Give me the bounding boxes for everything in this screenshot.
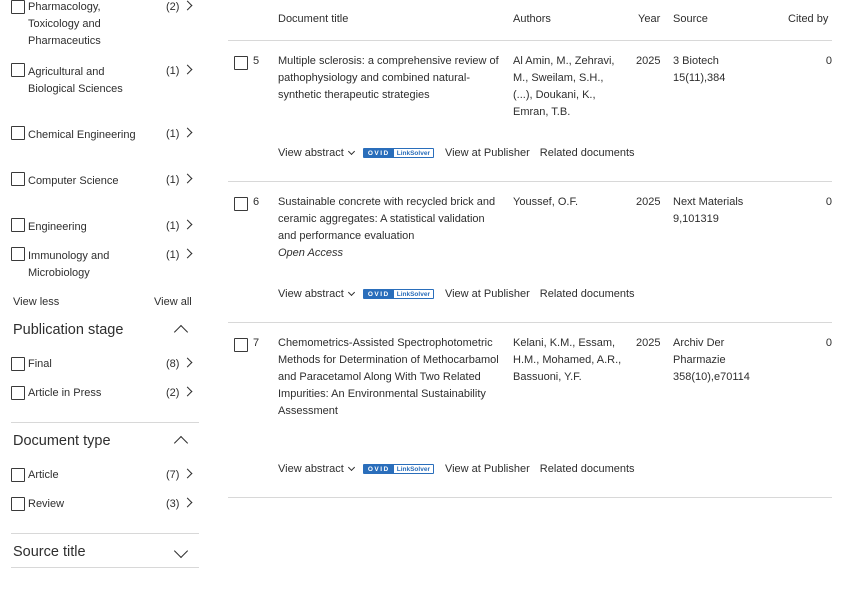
view-all-link[interactable]: View all [154, 296, 192, 308]
facet-label: Review [28, 498, 65, 510]
row-number: 5 [253, 55, 260, 67]
facet-count: (7) [166, 469, 180, 481]
column-header-title[interactable]: Document title [278, 13, 349, 25]
facet-count: (2) [166, 1, 180, 13]
linksolver-label: LinkSolver [396, 465, 430, 473]
checkbox[interactable] [11, 468, 25, 482]
chevron-right-icon[interactable] [183, 220, 193, 230]
row-number: 6 [253, 196, 260, 208]
cited-by-count: 0 [825, 55, 832, 67]
facet-label: Pharmacology, Toxicology and Pharmaceutics [28, 1, 101, 47]
checkbox[interactable] [11, 357, 25, 371]
section-title-source-title[interactable]: Source title [13, 544, 86, 560]
row-number: 7 [253, 337, 260, 349]
facet-label: Chemical Engineering [28, 129, 136, 141]
divider [11, 422, 199, 423]
filter-sidebar [0, 0, 205, 595]
source-link[interactable]: 3 Biotech 15(11),384 [673, 55, 726, 84]
facet-count: (2) [166, 387, 180, 399]
view-less-link[interactable]: View less [13, 296, 60, 308]
facet-count: (1) [166, 249, 180, 261]
facet-subject-pharmacology[interactable] [11, 0, 201, 50]
checkbox[interactable] [11, 247, 25, 261]
chevron-right-icon[interactable] [183, 1, 193, 11]
divider [11, 533, 199, 534]
cited-by-count: 0 [825, 337, 832, 349]
view-abstract-button[interactable]: View abstract [278, 463, 344, 475]
facet-label: Computer Science [28, 175, 119, 187]
column-header-cited-by[interactable]: Cited by [788, 13, 829, 25]
chevron-down-icon[interactable] [348, 289, 355, 296]
related-documents-link[interactable]: Related documents [539, 147, 635, 159]
row-divider [228, 497, 832, 498]
facet-label: Final [28, 358, 52, 370]
linksolver-button[interactable] [363, 464, 434, 474]
year: 2025 [636, 337, 661, 349]
chevron-right-icon[interactable] [183, 358, 193, 368]
linksolver-button[interactable] [363, 289, 434, 299]
row-checkbox[interactable] [234, 338, 248, 352]
chevron-up-icon[interactable] [174, 436, 188, 450]
facet-label: Agricultural and Biological Sciences [28, 66, 123, 95]
row-divider [228, 322, 832, 323]
facet-type-article[interactable] [11, 468, 201, 484]
ovid-logo: OVID [364, 290, 394, 298]
facet-label: Engineering [28, 221, 87, 233]
authors[interactable]: Al Amin, M., Zehravi, M., Sweilam, S.H., (...), Doukani, K., Emran, T.B. [513, 55, 615, 118]
results-table [228, 0, 832, 595]
view-abstract-button[interactable]: View abstract [278, 288, 344, 300]
column-header-authors[interactable]: Authors [513, 13, 551, 25]
checkbox[interactable] [11, 63, 25, 77]
document-title-link[interactable]: Sustainable concrete with recycled brick and ceramic aggregates: A statistical validation and performance evaluation [278, 196, 496, 242]
related-documents-link[interactable]: Related documents [539, 288, 635, 300]
chevron-up-icon[interactable] [174, 325, 188, 339]
view-at-publisher-link[interactable]: View at Publisher [444, 463, 530, 475]
facet-subject-engineering[interactable] [11, 218, 201, 236]
chevron-right-icon[interactable] [183, 174, 193, 184]
row-actions [278, 288, 635, 300]
checkbox[interactable] [11, 497, 25, 511]
facet-count: (3) [166, 498, 180, 510]
open-access-label: Open Access [278, 247, 344, 259]
document-title-link[interactable]: Multiple sclerosis: a comprehensive review of pathophysiology and combined natural-synthetic therapeutic strategies [278, 55, 499, 101]
facet-label: Article in Press [28, 387, 102, 399]
facet-subject-chemical-engineering[interactable] [11, 126, 201, 144]
row-actions [278, 147, 635, 159]
row-actions [278, 463, 635, 475]
column-header-source[interactable]: Source [673, 13, 708, 25]
checkbox[interactable] [11, 126, 25, 140]
row-divider [228, 181, 832, 182]
checkbox[interactable] [11, 172, 25, 186]
facet-subject-immunology[interactable] [11, 247, 201, 282]
section-title-document-type[interactable]: Document type [13, 433, 111, 449]
facet-count: (8) [166, 358, 180, 370]
view-abstract-button[interactable]: View abstract [278, 147, 344, 159]
row-checkbox[interactable] [234, 197, 248, 211]
section-title-publication-stage[interactable]: Publication stage [13, 322, 124, 338]
facet-label: Article [28, 469, 59, 481]
column-header-year[interactable]: Year [638, 13, 661, 25]
source-link[interactable]: Next Materials 9,101319 [673, 196, 744, 225]
chevron-right-icon[interactable] [183, 469, 193, 479]
linksolver-label: LinkSolver [396, 149, 430, 157]
chevron-right-icon[interactable] [183, 65, 193, 75]
divider [11, 567, 199, 568]
cited-by-count: 0 [825, 196, 832, 208]
year: 2025 [636, 55, 661, 67]
chevron-down-icon[interactable] [348, 148, 355, 155]
authors[interactable]: Youssef, O.F. [513, 196, 579, 208]
facet-count: (1) [166, 174, 180, 186]
view-at-publisher-link[interactable]: View at Publisher [444, 147, 530, 159]
chevron-right-icon[interactable] [183, 249, 193, 259]
facet-count: (1) [166, 220, 180, 232]
linksolver-label: LinkSolver [396, 290, 430, 298]
checkbox[interactable] [11, 218, 25, 232]
chevron-down-icon[interactable] [348, 464, 355, 471]
row-checkbox[interactable] [234, 56, 248, 70]
checkbox[interactable] [11, 386, 25, 400]
facet-label: Immunology and Microbiology [28, 250, 110, 279]
ovid-logo: OVID [364, 465, 394, 473]
authors[interactable]: Kelani, K.M., Essam, H.M., Mohamed, A.R., Bassuoni, Y.F. [513, 337, 622, 383]
facet-count: (1) [166, 128, 180, 140]
facet-subject-agricultural[interactable] [11, 63, 201, 98]
view-at-publisher-link[interactable]: View at Publisher [444, 288, 530, 300]
chevron-down-icon[interactable] [174, 544, 188, 558]
source-link[interactable]: Archiv Der Pharmazie 358(10),e70114 [673, 337, 750, 383]
facet-type-review[interactable] [11, 497, 201, 513]
year: 2025 [636, 196, 661, 208]
facet-subject-computer-science[interactable] [11, 172, 201, 190]
checkbox[interactable] [11, 0, 25, 14]
linksolver-button[interactable] [363, 148, 434, 158]
chevron-right-icon[interactable] [183, 498, 193, 508]
facet-stage-final[interactable] [11, 357, 201, 373]
document-title-block [278, 194, 503, 262]
document-title-link[interactable]: Chemometrics-Assisted Spectrophotometric Methods for Determination of Methocarbamol and Paracetamol Along With Two Related Impurities: An Environmental Sustainability Assessment [278, 337, 499, 417]
chevron-right-icon[interactable] [183, 128, 193, 138]
ovid-logo: OVID [364, 149, 394, 157]
row-divider [228, 40, 832, 41]
facet-count: (1) [166, 65, 180, 77]
facet-stage-article-in-press[interactable] [11, 386, 201, 402]
chevron-right-icon[interactable] [183, 387, 193, 397]
related-documents-link[interactable]: Related documents [539, 463, 635, 475]
